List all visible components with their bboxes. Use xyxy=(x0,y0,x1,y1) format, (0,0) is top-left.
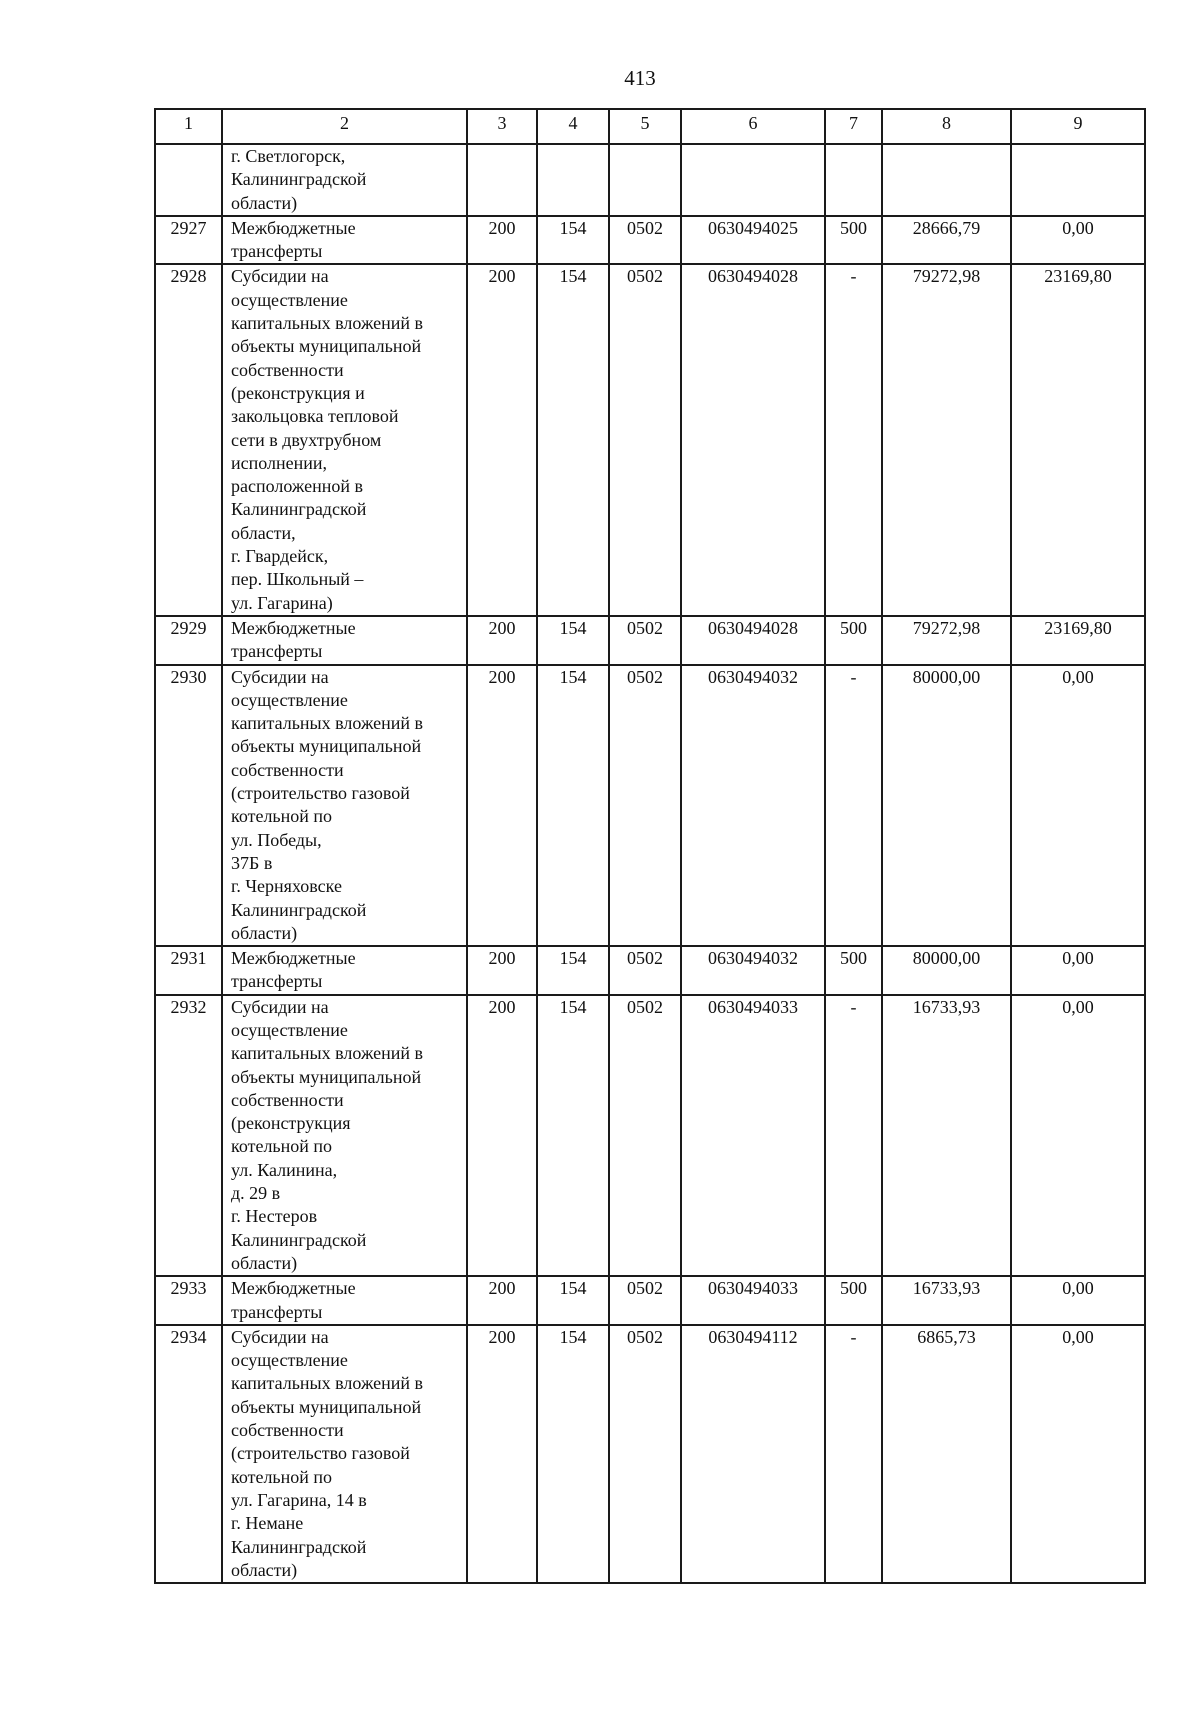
cell-col7: - xyxy=(825,995,882,1277)
cell-col3: 200 xyxy=(467,1325,537,1583)
cell-col8: 79272,98 xyxy=(882,616,1011,665)
row-name: Межбюджетные трансферты xyxy=(222,216,467,265)
cell-col6: 0630494033 xyxy=(681,995,825,1277)
column-header: 6 xyxy=(681,109,825,144)
cell-col8 xyxy=(882,144,1011,216)
cell-col7: - xyxy=(825,264,882,615)
page-number: 413 xyxy=(624,66,656,90)
cell-col8: 80000,00 xyxy=(882,665,1011,947)
row-name: Субсидии на осуществление капитальных вложений в объекты муниципальной собственности (реконструкция котельной по ул. Калинина, д. 29 в г. Нестеров Калининградской области) xyxy=(222,995,467,1277)
row-number: 2932 xyxy=(155,995,222,1277)
cell-col3: 200 xyxy=(467,264,537,615)
cell-col4: 154 xyxy=(537,995,609,1277)
table-row xyxy=(155,995,1145,1277)
cell-col9: 0,00 xyxy=(1011,665,1145,947)
row-name: г. Светлогорск, Калининградской области) xyxy=(222,144,467,216)
cell-col9: 0,00 xyxy=(1011,216,1145,265)
cell-col5: 0502 xyxy=(609,665,681,947)
cell-col3: 200 xyxy=(467,995,537,1277)
row-number: 2934 xyxy=(155,1325,222,1583)
row-number: 2933 xyxy=(155,1276,222,1325)
cell-col3: 200 xyxy=(467,665,537,947)
table-row xyxy=(155,144,1145,216)
cell-col8: 16733,93 xyxy=(882,1276,1011,1325)
table-row xyxy=(155,1325,1145,1583)
cell-col8: 80000,00 xyxy=(882,946,1011,995)
row-name: Субсидии на осуществление капитальных вложений в объекты муниципальной собственности (строительство газовой котельной по ул. Победы, 37Б в г. Черняховске Калининградской области) xyxy=(222,665,467,947)
cell-col3: 200 xyxy=(467,616,537,665)
row-name: Межбюджетные трансферты xyxy=(222,946,467,995)
cell-col5: 0502 xyxy=(609,995,681,1277)
cell-col9: 23169,80 xyxy=(1011,616,1145,665)
cell-col4: 154 xyxy=(537,1325,609,1583)
cell-col4: 154 xyxy=(537,216,609,265)
cell-col3 xyxy=(467,144,537,216)
cell-col4: 154 xyxy=(537,665,609,947)
cell-col9: 23169,80 xyxy=(1011,264,1145,615)
cell-col6: 0630494112 xyxy=(681,1325,825,1583)
row-name: Субсидии на осуществление капитальных вложений в объекты муниципальной собственности (реконструкция и закольцовка тепловой сети в двухтрубном исполнении, расположенной в Калининградской области, г. Гвардейск, пер. Школьный – ул. Гагарина) xyxy=(222,264,467,615)
column-header: 9 xyxy=(1011,109,1145,144)
cell-col5: 0502 xyxy=(609,1276,681,1325)
table-row xyxy=(155,216,1145,265)
cell-col5: 0502 xyxy=(609,264,681,615)
cell-col6: 0630494025 xyxy=(681,216,825,265)
cell-col6: 0630494033 xyxy=(681,1276,825,1325)
cell-col8: 79272,98 xyxy=(882,264,1011,615)
cell-col5: 0502 xyxy=(609,1325,681,1583)
row-number: 2929 xyxy=(155,616,222,665)
cell-col4: 154 xyxy=(537,946,609,995)
cell-col7: 500 xyxy=(825,946,882,995)
column-header: 5 xyxy=(609,109,681,144)
cell-col4: 154 xyxy=(537,616,609,665)
cell-col3: 200 xyxy=(467,216,537,265)
column-header: 4 xyxy=(537,109,609,144)
cell-col3: 200 xyxy=(467,1276,537,1325)
row-number: 2931 xyxy=(155,946,222,995)
table-row xyxy=(155,616,1145,665)
cell-col6: 0630494032 xyxy=(681,946,825,995)
cell-col7 xyxy=(825,144,882,216)
column-header: 8 xyxy=(882,109,1011,144)
cell-col6: 0630494032 xyxy=(681,665,825,947)
cell-col4: 154 xyxy=(537,264,609,615)
cell-col5: 0502 xyxy=(609,616,681,665)
row-name: Субсидии на осуществление капитальных вложений в объекты муниципальной собственности (строительство газовой котельной по ул. Гагарина, 14 в г. Немане Калининградской области) xyxy=(222,1325,467,1583)
cell-col7: 500 xyxy=(825,616,882,665)
cell-col4: 154 xyxy=(537,1276,609,1325)
cell-col9: 0,00 xyxy=(1011,995,1145,1277)
row-number: 2928 xyxy=(155,264,222,615)
cell-col9: 0,00 xyxy=(1011,1276,1145,1325)
cell-col5: 0502 xyxy=(609,216,681,265)
row-name: Межбюджетные трансферты xyxy=(222,616,467,665)
row-number: 2930 xyxy=(155,665,222,947)
table-row xyxy=(155,264,1145,615)
cell-col5 xyxy=(609,144,681,216)
row-name: Межбюджетные трансферты xyxy=(222,1276,467,1325)
row-number xyxy=(155,144,222,216)
table-row xyxy=(155,665,1145,947)
cell-col7: 500 xyxy=(825,1276,882,1325)
cell-col6: 0630494028 xyxy=(681,616,825,665)
column-header: 1 xyxy=(155,109,222,144)
column-header: 3 xyxy=(467,109,537,144)
column-header: 2 xyxy=(222,109,467,144)
cell-col6 xyxy=(681,144,825,216)
table-row xyxy=(155,946,1145,995)
cell-col5: 0502 xyxy=(609,946,681,995)
cell-col7: 500 xyxy=(825,216,882,265)
cell-col4 xyxy=(537,144,609,216)
row-number: 2927 xyxy=(155,216,222,265)
budget-table xyxy=(154,108,1146,1584)
cell-col6: 0630494028 xyxy=(681,264,825,615)
cell-col9: 0,00 xyxy=(1011,1325,1145,1583)
cell-col7: - xyxy=(825,1325,882,1583)
cell-col9: 0,00 xyxy=(1011,946,1145,995)
column-header: 7 xyxy=(825,109,882,144)
cell-col8: 16733,93 xyxy=(882,995,1011,1277)
cell-col8: 28666,79 xyxy=(882,216,1011,265)
cell-col7: - xyxy=(825,665,882,947)
header-row xyxy=(155,109,1145,144)
cell-col9 xyxy=(1011,144,1145,216)
cell-col8: 6865,73 xyxy=(882,1325,1011,1583)
cell-col3: 200 xyxy=(467,946,537,995)
table-row xyxy=(155,1276,1145,1325)
